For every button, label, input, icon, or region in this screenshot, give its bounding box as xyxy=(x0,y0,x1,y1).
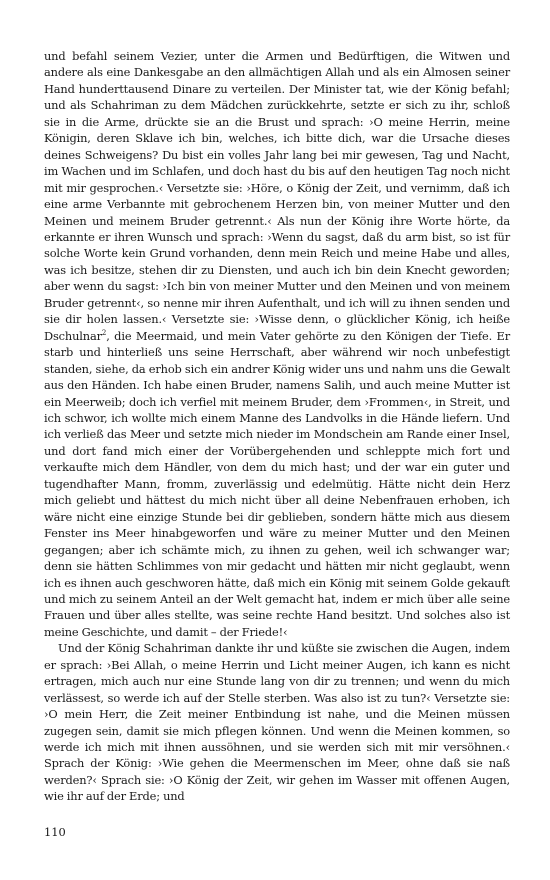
paragraph-1-text-b: , die Meermaid, und mein Vater gehörte zu den Königen der Tiefe. Er starb und hinterließ uns seine Herrschaft, aber während wir noch unbefestigt standen, siehe, da erhob sich ein andrer König wider uns und nahm uns die Gewalt aus den Händen. Ich habe einen Bruder, namens Salih, und auch meine Mutter ist ein Meerweib; doch ich verfiel mit meinem Bruder, dem ›Frommen‹, in Streit, und ich schwor, ich wollte mich einem Manne des Landvolks in die Hände liefern. Und ich verließ das Meer und setzte mich nieder im Mondschein am Rande einer Insel, und dort fand mich einer der Vorübergehenden und schleppte mich fort und verkaufte mich dem Händler, von dem du mich hast; und der war ein guter und tugendhafter Mann, fromm, zuverlässig und edelmütig. Hätte nicht dein Herz mich geliebt und hättest du mich nicht über all deine Nebenfrauen erhoben, ich wäre nicht eine einzige Stunde bei dir geblieben, sondern hätte mich aus diesem Fenster ins Meer hinabgeworfen und wäre zu meiner Mutter und den Meinen gegangen; aber ich schämte mich, zu ihnen zu gehen, weil ich schwanger war; denn sie hätten Schlimmes von mir gedacht und hätten mir nicht geglaubt, wenn ich es ihnen auch geschworen hätte, daß mich ein König mit seinem Golde gekauft und mich zu seinem Anteil an der Welt gemacht hat, indem er mich über alle seine Frauen und über alles stellte, was seine rechte Hand besitzt. Und solches also ist meine Geschichte, und damit – der Friede!‹ xyxy=(44,328,510,639)
book-page-body xyxy=(44,48,510,805)
paragraph-2 xyxy=(44,640,510,805)
footnote-marker: 2 xyxy=(101,328,107,337)
paragraph-2-text: Und der König Schahriman dankte ihr und küßte sie zwischen die Augen, indem er sprach: ›Bei Allah, o meine Herrin und Licht meiner Augen, ich kann es nicht ertragen, mich auch nur eine Stunde lang von dir zu trennen; und wenn du mich verlässest, so werde ich auf der Stelle sterben. Was also ist zu tun?‹ Versetzte sie: ›O mein Herr, die Zeit meiner Entbindung ist nahe, und die Meinen müssen zugegen sein, damit sie mich pflegen können. Und wenn die Meinen kommen, so werde ich mich mit ihnen aussöhnen, und sie werden sich mit mir versöhnen.‹ Sprach der König: ›Wie gehen die Meermenschen im Meer, ohne daß sie naß werden?‹ Sprach sie: ›O König der Zeit, wir gehen im Wasser mit offenen Augen, wie ihr auf der Erde; und xyxy=(44,641,510,804)
paragraph-1-text-a: und befahl seinem Vezier, unter die Armen und Bedürftigen, die Witwen und andere als eine Dankesgabe an den allmächtigen Allah und als ein Almosen seiner Hand hunderttausend Dinare zu verteilen. Der Minister tat, wie der König befahl; und als Schahriman zu dem Mädchen zurückkehrte, setzte er sich zu ihr, schloß sie in die Arme, drückte sie an die Brust und sprach: ›O meine Herrin, meine Königin, deren Sklave ich bin, welches, ich bitte dich, war die Ursache dieses deines Schweigens? Du bist ein volles Jahr lang bei mir gewesen, Tag und Nacht, im Wachen und im Schlafen, und doch hast du bis auf den heutigen Tag noch nicht mit mir gesprochen.‹ Versetzte sie: ›Höre, o König der Zeit, und vernimm, daß ich eine arme Verbannte mit gebrochenem Herzen bin, von meiner Mutter und den Meinen und meinem Bruder getrennt.‹ Als nun der König ihre Worte hörte, da erkannte er ihren Wunsch und sprach: ›Wenn du sagst, daß du arm bist, so ist für solche Worte kein Grund vorhanden, denn mein Reich und meine Habe und alles, was ich besitze, stehen dir zu Diensten, und auch ich bin dein Knecht geworden; aber wenn du sagst: ›Ich bin von meiner Mutter und den Meinen und von meinem Bruder getrennt‹, so nenne mir ihren Aufenthalt, und ich will zu ihnen senden und sie dir holen lassen.‹ Versetzte sie: ›Wisse denn, o glücklicher König, ich heiße Dschulnar xyxy=(44,49,510,343)
paragraph-1 xyxy=(44,48,510,640)
page-number: 110 xyxy=(44,825,66,839)
